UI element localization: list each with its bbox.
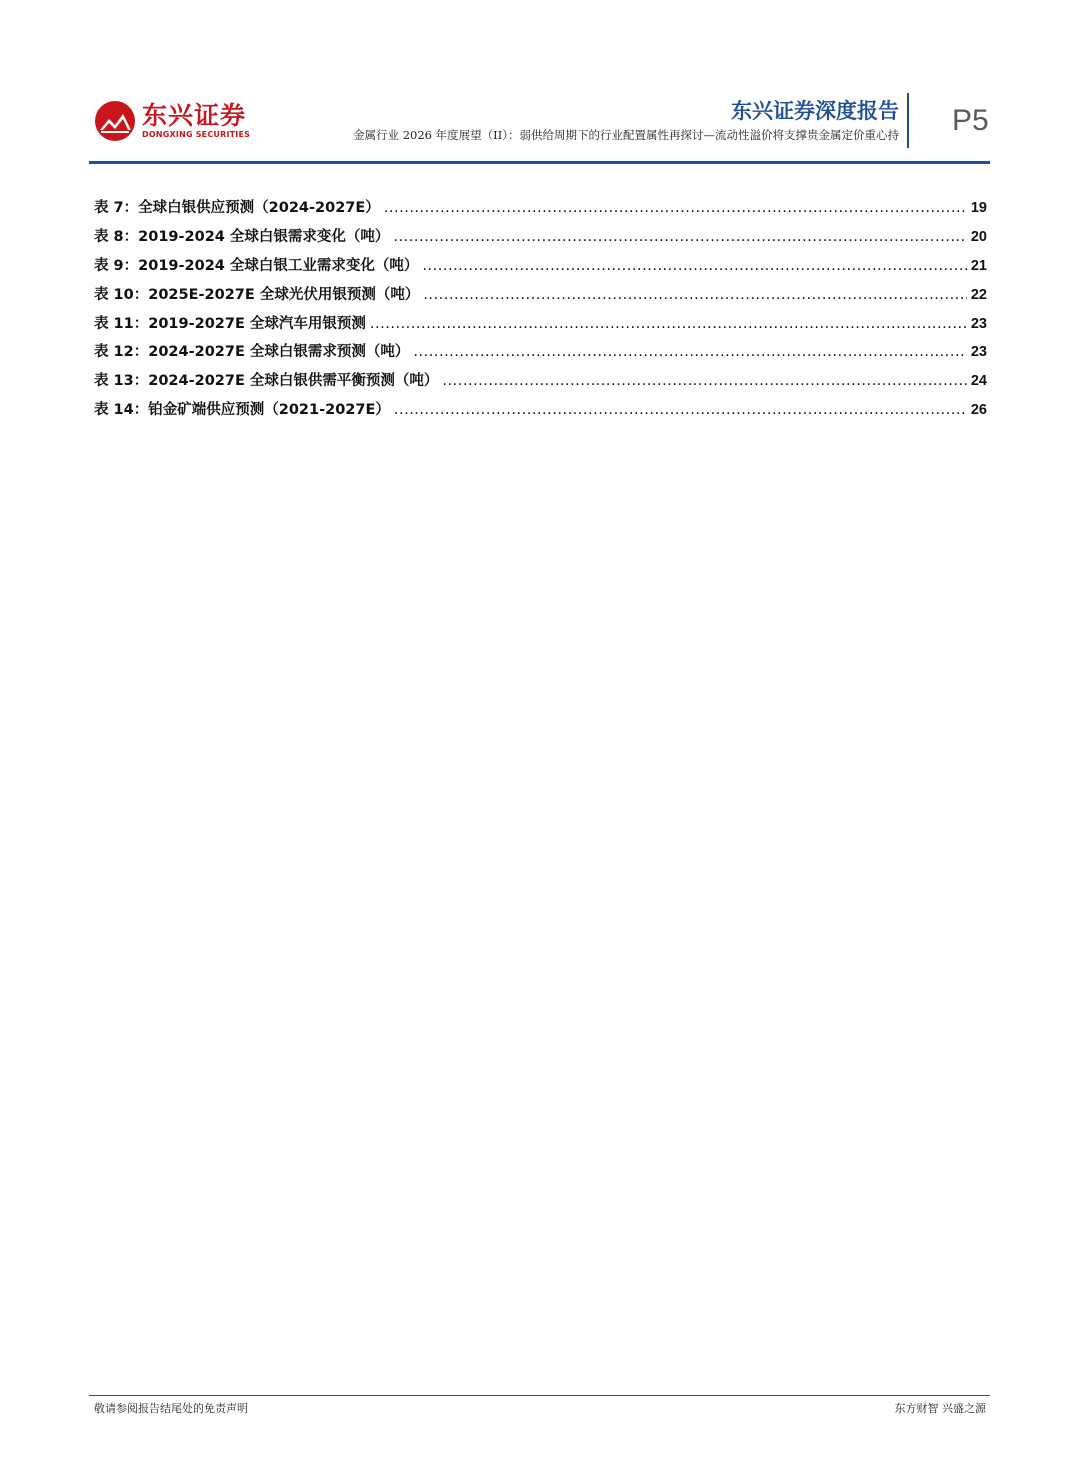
- toc-item-page: 26: [970, 402, 987, 419]
- toc-item-label: 表 9：: [94, 257, 139, 274]
- toc-item-caption: 2024-2027E 全球白银供需平衡预测（吨）: [148, 373, 439, 390]
- toc-item-page: 19: [970, 200, 987, 216]
- toc-item[interactable]: [94, 225, 987, 254]
- toc-item-label: 表 7：: [94, 200, 139, 216]
- footer-rule: [89, 1395, 990, 1396]
- toc-item[interactable]: [94, 340, 987, 369]
- toc-item-page: 23: [970, 344, 987, 361]
- toc-item[interactable]: [94, 283, 987, 312]
- footer-disclaimer: 敬请参阅报告结尾处的免责声明: [94, 1402, 248, 1415]
- report-subtitle: 金属行业 2026 年度展望（II）：弱供给周期下的行业配置属性再探讨—流动性溢价将支撑贵金属定价重心持: [353, 128, 899, 142]
- toc-dot-leader: [413, 344, 966, 360]
- toc-item-label: 表 12：: [94, 344, 149, 361]
- toc-item[interactable]: [94, 254, 987, 283]
- report-title: 东兴证券深度报告: [731, 99, 899, 123]
- header-rule: [89, 161, 990, 164]
- toc-item-label: 表 13：: [94, 373, 149, 390]
- toc-item-page: 24: [970, 373, 987, 390]
- toc-dot-leader: [422, 258, 966, 274]
- table-of-contents: [94, 196, 987, 427]
- toc-item-label: 表 11：: [94, 315, 149, 332]
- toc-item-page: 21: [970, 257, 987, 274]
- toc-item-label: 表 8：: [94, 228, 139, 245]
- page-number: P5: [952, 104, 989, 137]
- toc-dot-leader: [442, 373, 966, 389]
- toc-item-caption: 全球白银供应预测（2024-2027E）: [138, 200, 380, 216]
- toc-dot-leader: [393, 229, 966, 245]
- toc-dot-leader: [384, 200, 967, 216]
- toc-item-label: 表 10：: [94, 286, 149, 303]
- toc-item-label: 表 14：: [94, 402, 149, 419]
- toc-item-caption: 铂金矿端供应预测（2021-2027E）: [148, 402, 390, 419]
- company-logo: [94, 99, 254, 143]
- toc-dot-leader: [370, 316, 967, 332]
- logo-chinese-name: 东兴证券: [142, 101, 247, 130]
- toc-item[interactable]: [94, 312, 987, 341]
- toc-item[interactable]: [94, 196, 987, 225]
- header-divider: [907, 93, 909, 148]
- toc-item-caption: 2019-2024 全球白银需求变化（吨）: [138, 228, 390, 245]
- toc-item-page: 20: [970, 228, 987, 245]
- toc-item[interactable]: [94, 369, 987, 398]
- toc-item-page: 22: [970, 286, 987, 303]
- toc-item-caption: 2024-2027E 全球白银需求预测（吨）: [148, 344, 410, 361]
- toc-item-page: 23: [970, 315, 987, 332]
- toc-item-caption: 2019-2024 全球白银工业需求变化（吨）: [138, 257, 419, 274]
- toc-dot-leader: [394, 402, 967, 418]
- toc-item[interactable]: [94, 398, 987, 427]
- toc-item-caption: 2025E-2027E 全球光伏用银预测（吨）: [148, 286, 420, 303]
- logo-english-name: DONGXING SECURITIES: [142, 130, 251, 139]
- toc-dot-leader: [423, 287, 967, 303]
- footer-slogan: 东方财智 兴盛之源: [894, 1402, 986, 1415]
- toc-item-caption: 2019-2027E 全球汽车用银预测: [148, 315, 366, 332]
- dongxing-logo-icon: [94, 100, 136, 142]
